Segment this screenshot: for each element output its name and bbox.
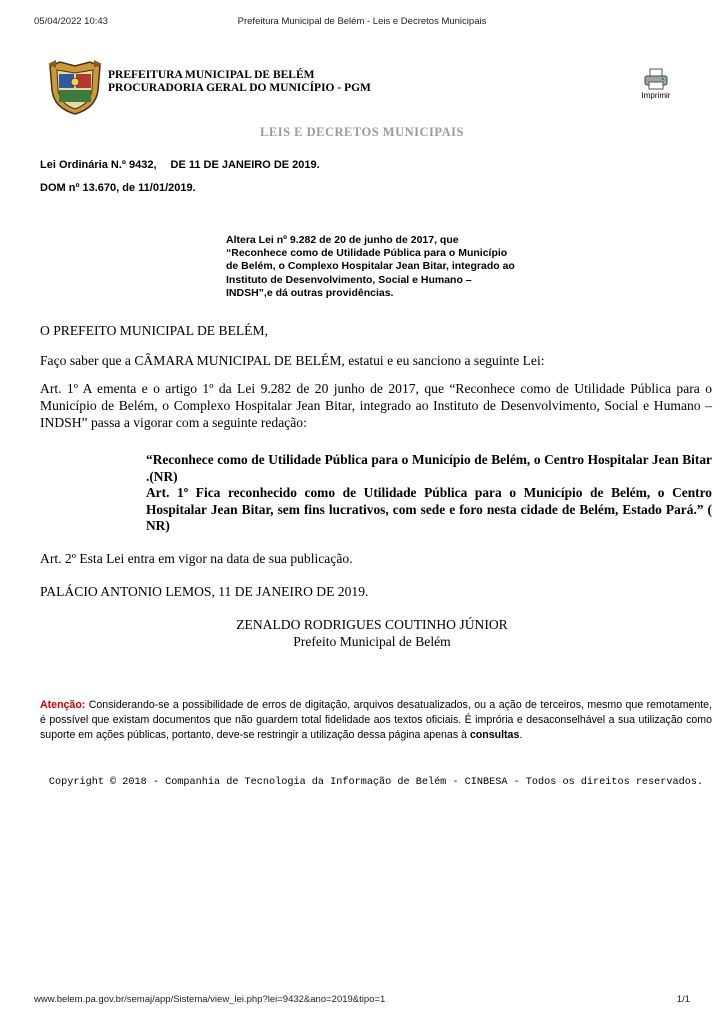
org-name: PREFEITURA MUNICIPAL DE BELÉM: [108, 69, 315, 81]
amended-text: [146, 452, 712, 535]
print-button[interactable]: [636, 68, 676, 100]
section-title: LEIS E DECRETOS MUNICIPAIS: [260, 125, 464, 139]
org-title: [108, 69, 371, 95]
amended-ementa: “Reconhece como de Utilidade Pública para o Município de Belém, o Centro Hospitalar Jean Bitar .(NR): [146, 452, 712, 484]
disclaimer: [40, 698, 712, 743]
signer-name: ZENALDO RODRIGUES COUTINHO JÚNIOR: [236, 617, 508, 632]
print-datetime: 05/04/2022 10:43: [34, 16, 108, 27]
preamble: O PREFEITO MUNICIPAL DE BELÉM,: [40, 323, 268, 338]
law-summary: Altera Lei nº 9.282 de 20 de junho de 2017, que “Reconhece como de Utilidade Pública para o Município de Belém, o Complexo Hospitalar Jean Bitar, integrado ao Instituto de Desenvolvimento, Social e Humano – INDSH”,e dá outras providências.: [226, 234, 515, 299]
copyright: Copyright © 2018 - Companhia de Tecnologia da Informação de Belém - CINBESA - Todos os direitos reservados.: [48, 777, 704, 788]
consultas-link[interactable]: consultas: [469, 729, 520, 741]
article-1: Art. 1º A ementa e o artigo 1º da Lei 9.282 de 20 junho de 2017, que “Reconhece como de Utilidade Pública para o Município de Belém, o Complexo Hospitalar Jean Bitar, integrado ao Instituto de Desenvolvimento, Social e Humano – INDSH” passa a vigorar com a seguinte redação:: [40, 381, 712, 430]
disclaimer-end: .: [519, 729, 523, 741]
enactment-clause: Faço saber que a CÂMARA MUNICIPAL DE BELÉM, estatui e eu sanciono a seguinte Lei:: [40, 353, 545, 368]
disclaimer-label: Atenção:: [40, 699, 86, 711]
page-url: www.belem.pa.gov.br/semaj/app/Sistema/view_lei.php?lei=9432&ano=2019&tipo=1: [34, 994, 386, 1005]
dom-reference: DOM nº 13.670, de 11/01/2019.: [40, 182, 196, 194]
article-2: Art. 2º Esta Lei entra em vigor na data de sua publicação.: [40, 551, 353, 566]
printer-icon: [644, 68, 668, 90]
place-and-date: PALÁCIO ANTONIO LEMOS, 11 DE JANEIRO DE 2019.: [40, 584, 369, 599]
org-department: PROCURADORIA GERAL DO MUNICÍPIO - PGM: [108, 82, 371, 94]
signer-title: Prefeito Municipal de Belém: [293, 634, 451, 649]
disclaimer-text: Considerando-se a possibilidade de erros de digitação, arquivos desatualizados, ou a ação de terceiros, mesmo que remotamente, é possível que existam documentos que não guardem total fidelidade aos textos oficiais. É imprória e desaconselhável a sua utilização como suporte em ações públicas, portanto, deve-se restringir a utilização dessa página apenas à: [40, 699, 712, 741]
city-coat-of-arms: [48, 60, 102, 116]
law-number: Lei Ordinária N.º 9432,: [40, 159, 157, 171]
print-label: Imprimir: [641, 91, 671, 100]
page-number: 1/1: [676, 994, 690, 1005]
print-page-title: Prefeitura Municipal de Belém - Leis e Decretos Municipais: [237, 16, 487, 27]
amended-article-1: Art. 1º Fica reconhecido como de Utilidade Pública para o Município de Belém, o Centro Hospitalar Jean Bitar, sem fins lucrativos, com sede e foro nesta cidade de Belém, Estado Pará.” ( NR): [146, 485, 712, 533]
law-number-line: [40, 159, 320, 171]
law-date: DE 11 DE JANEIRO DE 2019.: [170, 159, 320, 171]
